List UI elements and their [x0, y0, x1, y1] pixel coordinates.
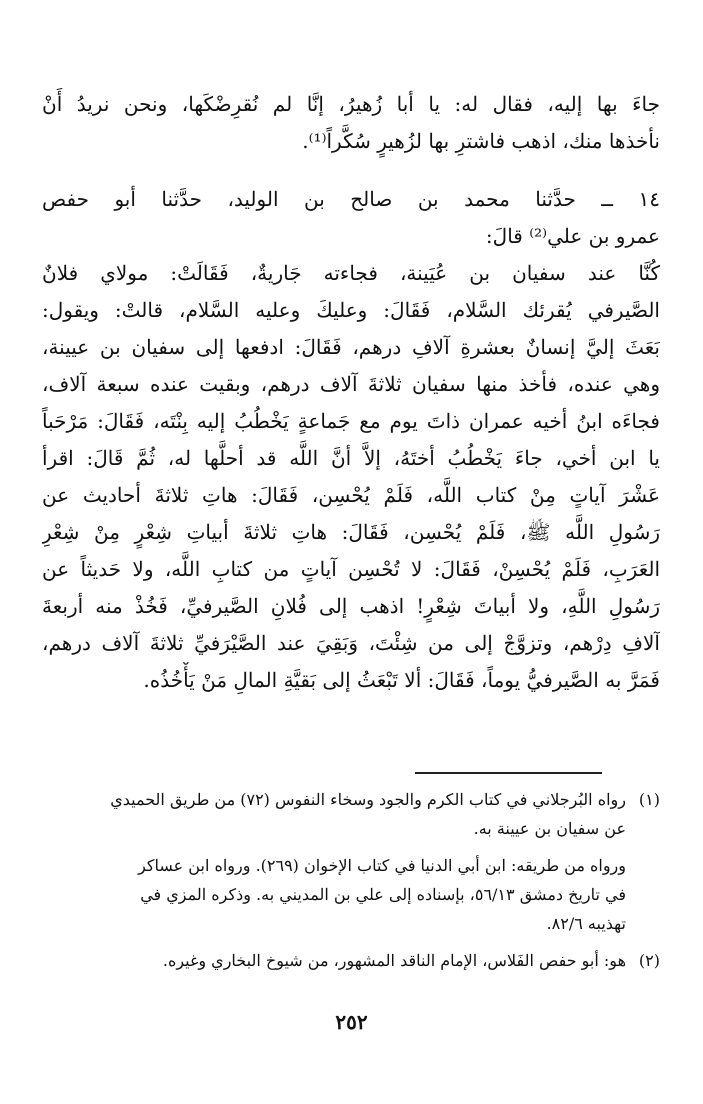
text-line: بَعَثَ إليَّ إنسانٌ بعشرةِ آلافِ درهم، فَقَالَ: ادفعها إلى سفيان بن عيينة، [42, 335, 660, 359]
text-line: آلافِ دِرْهم، وتزوَّجْ إلى من شِئْتَ، وَبَقِيَ عند الصَّيْرَفيِّ ثلاثةَ آلاف درهم، [42, 631, 660, 655]
footnote-text: في تاريخ دمشق ٥٦/١٣، بإسناده إلى علي بن المديني به. وذكره المزي في [140, 885, 626, 904]
text-line: رَسُولِ اللَّه ﷺ، فَلَمْ يُحْسِن، فَقَالَ: هاتِ ثلاثةَ أبياتِ شِعْرٍ مِنْ شِعْرِ [42, 520, 660, 544]
footnote-text: هو: أبو حفص الفَلاس، الإمام الناقد المشهور، من شيوخ البخاري وغيره. [162, 951, 626, 970]
text-line: الصَّيرفي يُقرئك السَّلام، فَقَالَ: وعليكَ وعليه السَّلام، قالتْ: ويقول: [42, 298, 660, 322]
footnote-text: رواه البُرجلاني في كتاب الكرم والجود وسخاء النفوس (٧٢) من طريق الحميدي [110, 790, 626, 809]
text-line: عَشْرَ آياتٍ مِنْ كتاب اللَّه، فَلَمْ يُحْسِن، فَقَالَ: هاتِ ثلاثةَ أحاديث عن [42, 483, 660, 507]
footnote-number: (١) [638, 790, 660, 809]
text-line: جاءَ بها إليه، فقال له: يا أبا زُهيرُ، إنَّا لم نُقرِضْكَها، ونحن نريدُ أَنْ [42, 92, 660, 116]
footnote-separator [415, 772, 602, 774]
main-text [42, 86, 660, 699]
hadith-heading-line: ١٤ ــ حدَّثنا محمد بن صالح بن الوليد، حدَّثنا أبو حفص [42, 187, 660, 211]
text-line: رَسُولِ اللَّهِ، ولا أبياتَ شِعْرٍ! اذهب إلى فُلانِ الصَّيرفيِّ، فَخُذْ منه أربعةَ [42, 594, 660, 618]
text-line: فَمَرَّ به الصَّيرفيُّ يوماً، فَقَالَ: ألا تَبْعَثُ إلى بَقيَّةِ المالِ مَنْ يَأْخُذُه. [143, 668, 660, 692]
footnote-number: (٢) [638, 951, 660, 970]
footnote-2 [42, 946, 660, 975]
text-line: وهي عنده، فأخذ منها سفيان ثلاثةَ آلاف درهم، وبقيت عنده سبعة آلاف، [42, 372, 660, 396]
footnote-1 [42, 785, 660, 814]
paragraph-gap [42, 160, 660, 181]
text-line: العَرَبِ، فَلَمْ يُحْسِنْ، فَقَالَ: لا تُحْسِن آياتٍ من كتابِ اللَّه، ولا حَديثاً عن [42, 557, 660, 581]
footnote-text: عن سفيان بن عيينة به. [473, 819, 626, 838]
footnote-text: تهذيبه ٨٢/٦. [546, 914, 626, 933]
text-line: نأخذها منك، اذهب فاشترِ بها لزُهيرٍ سُكَّراً⁽¹⁾. [302, 129, 660, 153]
text-line: يا ابن أخي، جاءَ يَخْطُبُ أختَهُ، إلاَّ أنَّ اللَّه قد أحلَّها له، ثُمَّ قَالَ: اقرأ [42, 446, 660, 470]
footnotes [42, 785, 660, 975]
footnote-text: ورواه من طريقه: ابن أبي الدنيا في كتاب الإخوان (٢٦٩). ورواه ابن عساكر [138, 856, 626, 875]
hadith-heading-line: عمرو بن علي⁽²⁾ قالَ: [485, 224, 660, 248]
page-number: ٢٥٢ [335, 1010, 368, 1034]
text-line: كُنَّا عند سفيان بن عُيَينة، فجاءته جَاريةٌ، فَقَالَتْ: مولاي فلانٌ [42, 261, 660, 285]
text-line: فجاءَه ابنُ أخيه عمران ذاتَ يوم مع جَماعةٍ يَخْطُبُ إليه بِنْتَه، فَقَالَ: مَرْحَباً [42, 409, 660, 433]
footnote-gap [42, 938, 660, 946]
footnote-gap [42, 843, 660, 851]
